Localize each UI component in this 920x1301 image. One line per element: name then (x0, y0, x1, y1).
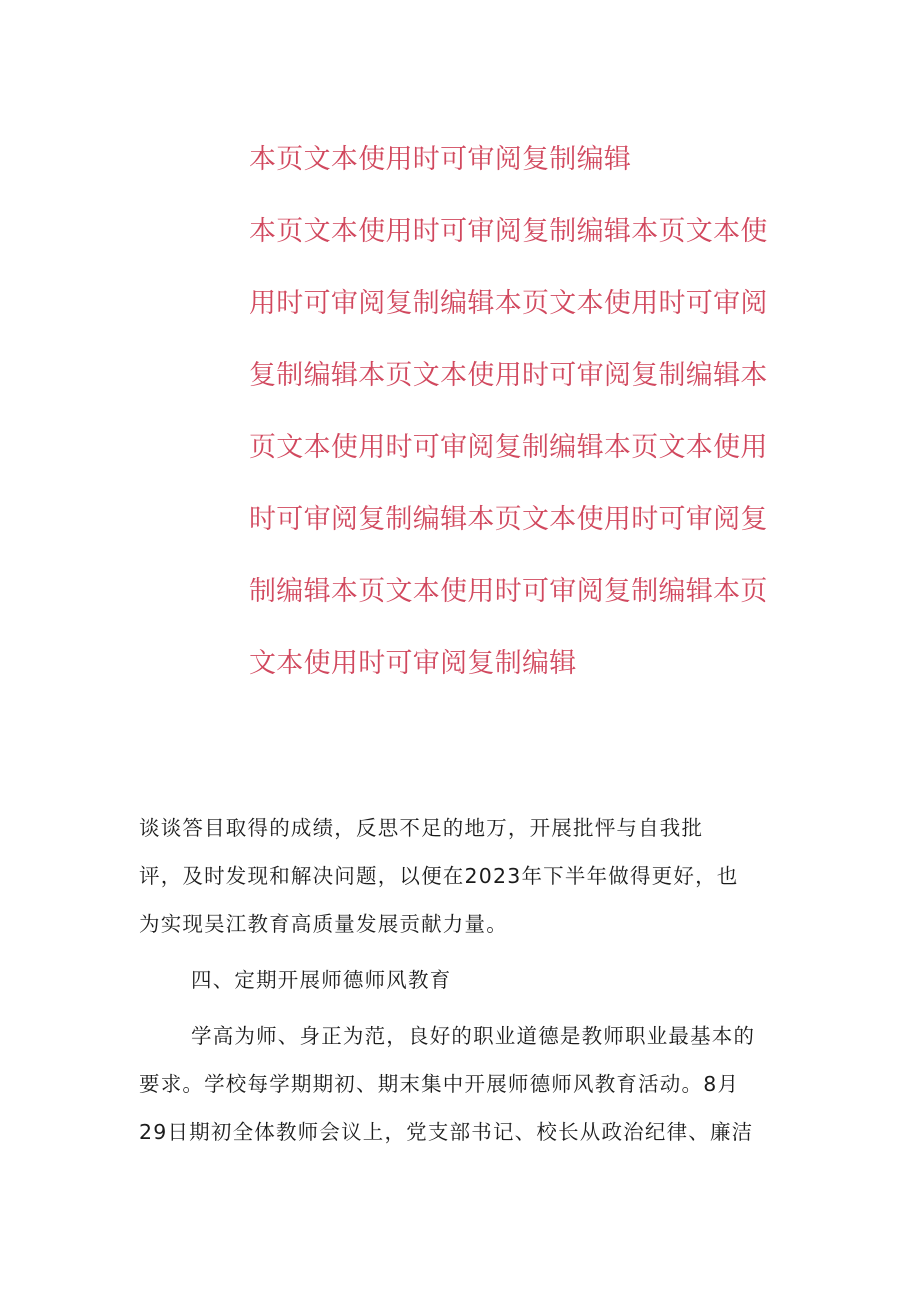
text-line: 为实现吴江教育高质量发展贡献力量。 (139, 912, 508, 936)
notice-line: 制编辑本页文本使用时可审阅复制编辑本页 (249, 576, 768, 607)
text-line: 要求。学校每学期期初、期末集中开展师德师风教育活动。8月 (139, 1072, 740, 1096)
notice-line: 时可审阅复制编辑本页文本使用时可审阅复 (249, 504, 768, 535)
document-body (139, 804, 789, 1156)
text-line: 谈谈答目取得的成绩，反思不足的地万，开展批怦与自我批 (139, 816, 704, 840)
text-line: 学高为师、身正为范，良好的职业道德是教师职业最基本的 (191, 1024, 756, 1048)
notice-line: 文本使用时可审阅复制编辑 (249, 648, 577, 679)
notice-line: 本页文本使用时可审阅复制编辑本页文本使 (249, 216, 768, 247)
notice-line: 用时可审阅复制编辑本页文本使用时可审阅 (249, 288, 768, 319)
paragraph-reflection (139, 804, 789, 948)
paragraph-teacher-ethics (139, 1012, 789, 1156)
section-heading: 四、定期开展师德师风教育 (191, 968, 452, 992)
notice-line: 复制编辑本页文本使用时可审阅复制编辑本 (249, 360, 768, 391)
notice-line: 本页文本使用时可审阅复制编辑 (249, 144, 632, 175)
text-line: 29日期初全体教师会议上，党支部书记、校长从政治纪律、廉洁 (139, 1120, 754, 1144)
text-line: 评，及时发现和解决问题，以便在2023年下半年做得更好，也 (139, 864, 739, 888)
watermark-notice (249, 124, 789, 700)
notice-line: 页文本使用时可审阅复制编辑本页文本使用 (249, 432, 768, 463)
